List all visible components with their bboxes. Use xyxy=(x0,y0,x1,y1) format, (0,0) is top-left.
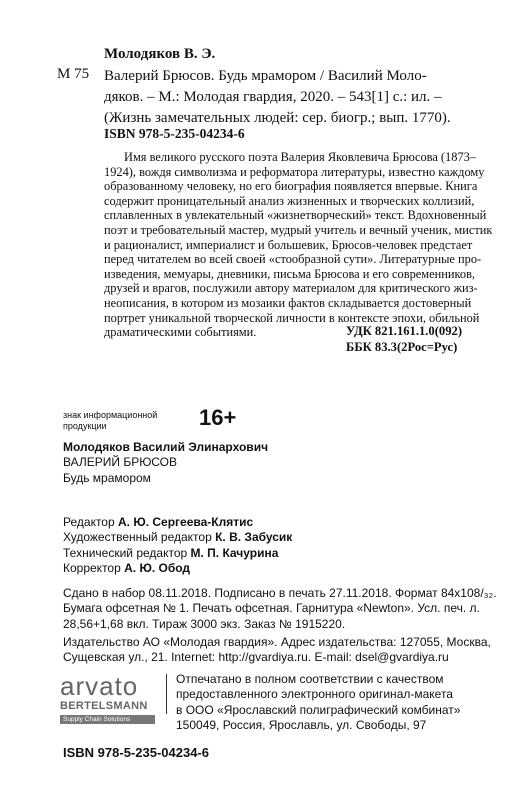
credit-name: М. П. Качурина xyxy=(190,545,279,560)
credit-name: К. В. Забусик xyxy=(215,530,293,545)
abstract-line: сплавленных в увлекательный «жизнетворческий» текст. Вдохновенный xyxy=(104,208,487,223)
publisher-line: Сущевская ул., 21. Internet: http://gvardiya.ru. E-mail: dsel@gvardiya.ru xyxy=(63,650,449,665)
book-title: ВАЛЕРИЙ БРЮСОВ xyxy=(63,455,177,470)
classification-codes xyxy=(346,323,462,355)
age-rating-label xyxy=(63,410,157,432)
credit-role: Корректор xyxy=(63,561,125,576)
printer-line: Отпечатано в полном соответствии с качеством xyxy=(176,672,444,686)
catalog-record-line: (Жизнь замечательных людей: сер. биогр.; вып. 1770). xyxy=(104,110,451,126)
abstract-line: друзей и врагов, послужили автору материалом для критического жиз- xyxy=(104,281,478,296)
print-info-line: Бумага офсетная № 1. Печать офсетная. Гарнитура «Newton». Усл. печ. л. xyxy=(63,601,480,616)
abstract-line: изведения, мемуары, дневники, письма Брюсова и его современников, xyxy=(104,266,476,281)
abstract-line: и рационалист, империалист и большевик, Брюсов-человек предстает xyxy=(104,237,473,252)
arvato-logo-sub: BERTELSMANN xyxy=(60,700,148,712)
age-rating-label-line: знак информационной xyxy=(63,410,158,420)
abstract-line: содержит проницательный анализ жизненных и творческих коллизий, xyxy=(104,193,475,208)
arvato-logo-word: arvato xyxy=(60,671,139,701)
publisher-info xyxy=(63,635,491,666)
credit-role: Технический редактор xyxy=(63,545,191,560)
book-info xyxy=(63,440,268,486)
catalog-code: М 75 xyxy=(57,66,90,82)
abstract-line: драматическими событиями. xyxy=(104,325,257,340)
catalog-record xyxy=(104,66,464,129)
age-rating-label-line: продукции xyxy=(63,421,107,431)
abstract-line: поэт и требовательный мастер, мудрый учитель и вечный ученик, мистик xyxy=(104,222,493,237)
arvato-logo xyxy=(60,672,155,724)
credits xyxy=(63,515,292,577)
catalog-isbn: ISBN 978-5-235-04234-6 xyxy=(104,126,245,141)
printer-line: в ООО «Ярославский полиграфический комбинат» xyxy=(176,702,461,717)
abstract-line: Имя великого русского поэта Валерия Яковлевича Брюсова (1873– xyxy=(124,150,477,164)
print-info-line: 28,56+1,68 вкл. Тираж 3000 экз. Заказ № 1915220. xyxy=(63,616,346,631)
credit-role: Художественный редактор xyxy=(63,530,216,545)
book-author: Молодяков Василий Элинархович xyxy=(63,440,269,454)
bbk-code: ББК 83.3(2Рос=Рус) xyxy=(346,340,458,354)
udk-code: УДК 821.161.1.0(092) xyxy=(346,324,463,338)
catalog-author-heading: Молодяков В. Э. xyxy=(104,46,216,62)
arvato-logo-bar: Supply Chain Solutions xyxy=(60,715,155,724)
credit-name: А. Ю. Обод xyxy=(124,561,191,576)
printer-line: 150049, Россия, Ярославль, ул. Свободы, 97 xyxy=(176,718,427,733)
catalog-record-line: дяков. – М.: Молодая гвардия, 2020. – 543[1] с.: ил. – xyxy=(104,89,442,105)
age-rating-value: 16+ xyxy=(199,405,237,430)
publisher-line: Издательство АО «Молодая гвардия». Адрес издательства: 127055, Москва, xyxy=(63,635,491,649)
print-info-line: Сдано в набор 08.11.2018. Подписано в печать 27.11.2018. Формат 84х108/₃₂. xyxy=(63,586,497,600)
print-info xyxy=(63,586,497,632)
abstract-line: перед читателем во всей своей «стообразной сути». Литературные про- xyxy=(104,252,482,267)
credit-line xyxy=(63,561,292,576)
abstract-line: портрет уникальной творческой личности в контексте эпохи, обильной xyxy=(104,310,480,325)
isbn-bottom: ISBN 978-5-235-04234-6 xyxy=(63,745,209,760)
abstract-line: 1924), вождя символизма и реформатора литературы, известно каждому xyxy=(104,164,485,179)
credit-name: А. Ю. Сергеева-Клятис xyxy=(118,515,254,529)
book-subtitle: Будь мрамором xyxy=(63,470,151,485)
credit-role: Редактор xyxy=(63,515,118,529)
credit-line xyxy=(63,546,292,561)
divider xyxy=(166,674,167,714)
abstract-line: образованному человеку, но его биография появляется впервые. Книга xyxy=(104,179,478,194)
abstract-line: неописания, в котором из мозаики фактов складывается достоверный xyxy=(104,295,472,310)
abstract xyxy=(104,150,493,340)
credit-line xyxy=(63,530,292,545)
credit-line xyxy=(63,515,292,530)
printer-info xyxy=(176,672,460,734)
printer-line: предоставленного электронного оригинал-макета xyxy=(176,687,453,702)
catalog-record-line: Валерий Брюсов. Будь мрамором / Василий Моло- xyxy=(104,68,427,84)
